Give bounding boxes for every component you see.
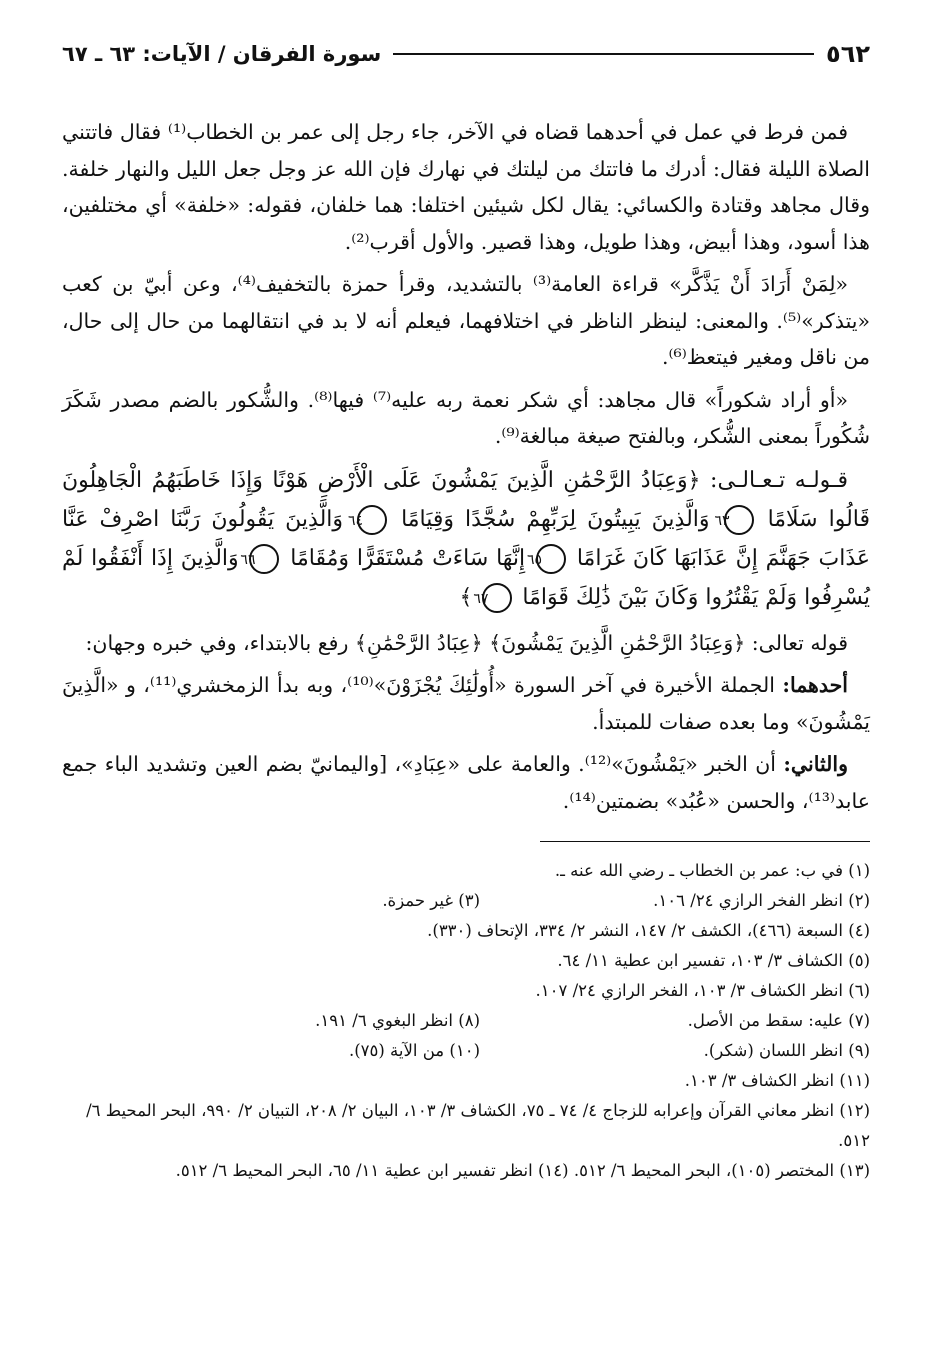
footnote-4: (٤) السبعة (٤٦٦)، الكشف ٢/ ١٤٧، النشر ٢/ ٣٣٤، الإتحاف (٣٣٠).: [427, 921, 870, 940]
quran-verse-64: وَالَّذِينَ يَبِيتُونَ لِرَبِّهِمْ سُجَّدًا وَقِيَامًا: [401, 506, 710, 532]
ayah-marker-63: ٦٣: [724, 505, 754, 535]
footnote-1: (١) في ب: عمر بن الخطاب ـ رضي الله عنه ـ.: [554, 861, 870, 880]
footnote-row: [62, 1036, 870, 1066]
first-view-lead: أحدهما:: [782, 673, 848, 697]
footnote-12: (١٢) انظر معاني القرآن وإعرابه للزجاج ٤/ ٧٤ ـ ٧٥، الكشاف ٣/ ١٠٣، البيان ٢/ ٢٠٨، التبيان ٢/ ٩٩٠، البحر المحيط ٦/ ٥١٢.: [86, 1101, 870, 1150]
ayah-marker-67: ٦٧: [482, 583, 512, 613]
quran-verse-63: ﴿وَعِبَادُ الرَّحْمَٰنِ الَّذِينَ يَمْشُونَ عَلَى الْأَرْضِ هَوْنًا وَإِذَا خَاطَبَهُمُ الْجَاهِلُونَ قَالُوا سَلَامًا: [62, 467, 871, 532]
header-rule: [393, 53, 814, 55]
paragraph-1: فمن فرط في عمل في أحدهما قضاه في الآخر، جاء رجل إلى عمر بن الخطاب⁽¹⁾ فقال فاتتني الصلاة الليلة فقال: أدرك ما فاتتك من ليلتك في نهارك فإن الله عز وجل جعل الليل والنهار خلفة. وقال مجاهد وقتادة والكسائي: يقال لكل شيئين اختلفا: هما خلفان، فقوله: «خلفة» أي مختلفين، هذا أسود، وهذا أبيض، وهذا طويل، وهذا قصير. والأول أقرب⁽²⁾.: [62, 120, 870, 254]
footnote-5: (٥) الكشاف ٣/ ١٠٣، تفسير ابن عطية ١١/ ٦٤.: [557, 951, 870, 970]
main-text: [62, 114, 870, 819]
footnote-9: (٩) انظر اللسان (شكر).: [703, 1041, 870, 1060]
paragraph-2: «لِمَنْ أَرَادَ أَنْ يَذَّكَّر» قراءة العامة⁽³⁾ بالتشديد، وقرأ حمزة بالتخفيف⁽⁴⁾، وعن أبيّ بن كعب «يتذكر»⁽⁵⁾. والمعنى: لينظر الناظر في اختلافهما، فيعلم أنه لا بد في انتقالهما من حال إلى حال، من ناقل ومغير فيتعظ⁽⁶⁾.: [62, 272, 870, 369]
running-title: سورة الفرقان / الآيات: ٦٣ ـ ٦٧: [62, 42, 382, 66]
footnote-row: [62, 1006, 870, 1036]
footnote-13-14: (١٣) المختصر (١٠٥)، البحر المحيط ٦/ ٥١٢. (١٤) انظر تفسير ابن عطية ١١/ ٦٥، البحر المحيط ٦/ ٥١٢.: [175, 1161, 870, 1180]
quran-intro: قـولـه تـعـالـى:: [710, 467, 849, 493]
footnote-row: [62, 886, 870, 916]
footnote-10: (١٠) من الآية (٧٥).: [348, 1041, 480, 1060]
footnote-2: (٢) انظر الفخر الرازي ٢٤/ ١٠٦.: [653, 891, 870, 910]
second-view-lead: والثاني:: [783, 752, 848, 776]
paragraph-3: «أو أراد شكوراً» قال مجاهد: أي شكر نعمة ربه عليه⁽⁷⁾ فيها⁽⁸⁾. والشُّكور بالضم مصدر شَكَرَ شُكُوراً بمعنى الشُّكر، وبالفتح صيغة مبالغة⁽⁹⁾.: [62, 387, 870, 448]
paragraph-4: قوله تعالى: ﴿وَعِبَادُ الرَّحْمَٰنِ الَّذِينَ يَمْشُونَ﴾ ﴿عِبَادُ الرَّحْمَٰنِ﴾ رفع بالابتداء، وفي خبره وجهان:: [85, 630, 848, 655]
ayah-marker-65: ٦٥: [536, 544, 566, 574]
ayah-marker-66: ٦٦: [249, 544, 279, 574]
paragraph-5: [62, 667, 870, 740]
page-number: ٥٦٢: [826, 40, 870, 68]
quran-passage: [62, 461, 870, 617]
footnote-separator: [540, 841, 870, 842]
footnote-6: (٦) انظر الكشاف ٣/ ١٠٣، الفخر الرازي ٢٤/ ١٠٧.: [535, 981, 870, 1000]
footnote-8: (٨) انظر البغوي ٦/ ١٩١.: [315, 1011, 480, 1030]
footnotes: [62, 856, 870, 1186]
book-page: [62, 30, 870, 1350]
ayah-marker-64: ٦٤: [357, 505, 387, 535]
page-header: [62, 30, 870, 78]
footnote-3: (٣) غير حمزة.: [382, 891, 480, 910]
first-view-text: الجملة الأخيرة في آخر السورة «أُولَٰئِكَ يُجْزَوْنَ»⁽¹⁰⁾، وبه بدأ الزمخشري⁽¹¹⁾، و «الَّذِينَ يَمْشُونَ» وما بعده صفات للمبتدأ.: [62, 673, 870, 734]
quran-close-bracket: ﴾: [459, 584, 473, 610]
paragraph-6: [62, 746, 870, 819]
quran-verse-66: إِنَّهَا سَاءَتْ مُسْتَقَرًّا وَمُقَامًا: [290, 545, 526, 571]
quran-verse-65: وَالَّذِينَ يَقُولُونَ رَبَّنَا اصْرِفْ عَنَّا عَذَابَ جَهَنَّمَ إِنَّ عَذَابَهَا كَانَ غَرَامًا: [62, 506, 871, 571]
second-view-text: أن الخبر «يَمْشُونَ»⁽¹²⁾. والعامة على «عِبَادِ»، [واليمانيّ بضم العين وتشديد الباء جمع عابد⁽¹³⁾، والحسن «عُبُد» بضمتين⁽¹⁴⁾.: [62, 752, 870, 813]
footnote-7: (٧) عليه: سقط من الأصل.: [687, 1011, 870, 1030]
quran-verse-67: وَالَّذِينَ إِذَا أَنْفَقُوا لَمْ يُسْرِفُوا وَلَمْ يَقْتُرُوا وَكَانَ بَيْنَ ذَٰلِكَ قَوَامًا: [62, 545, 870, 610]
footnote-11: (١١) انظر الكشاف ٣/ ١٠٣.: [684, 1071, 870, 1090]
